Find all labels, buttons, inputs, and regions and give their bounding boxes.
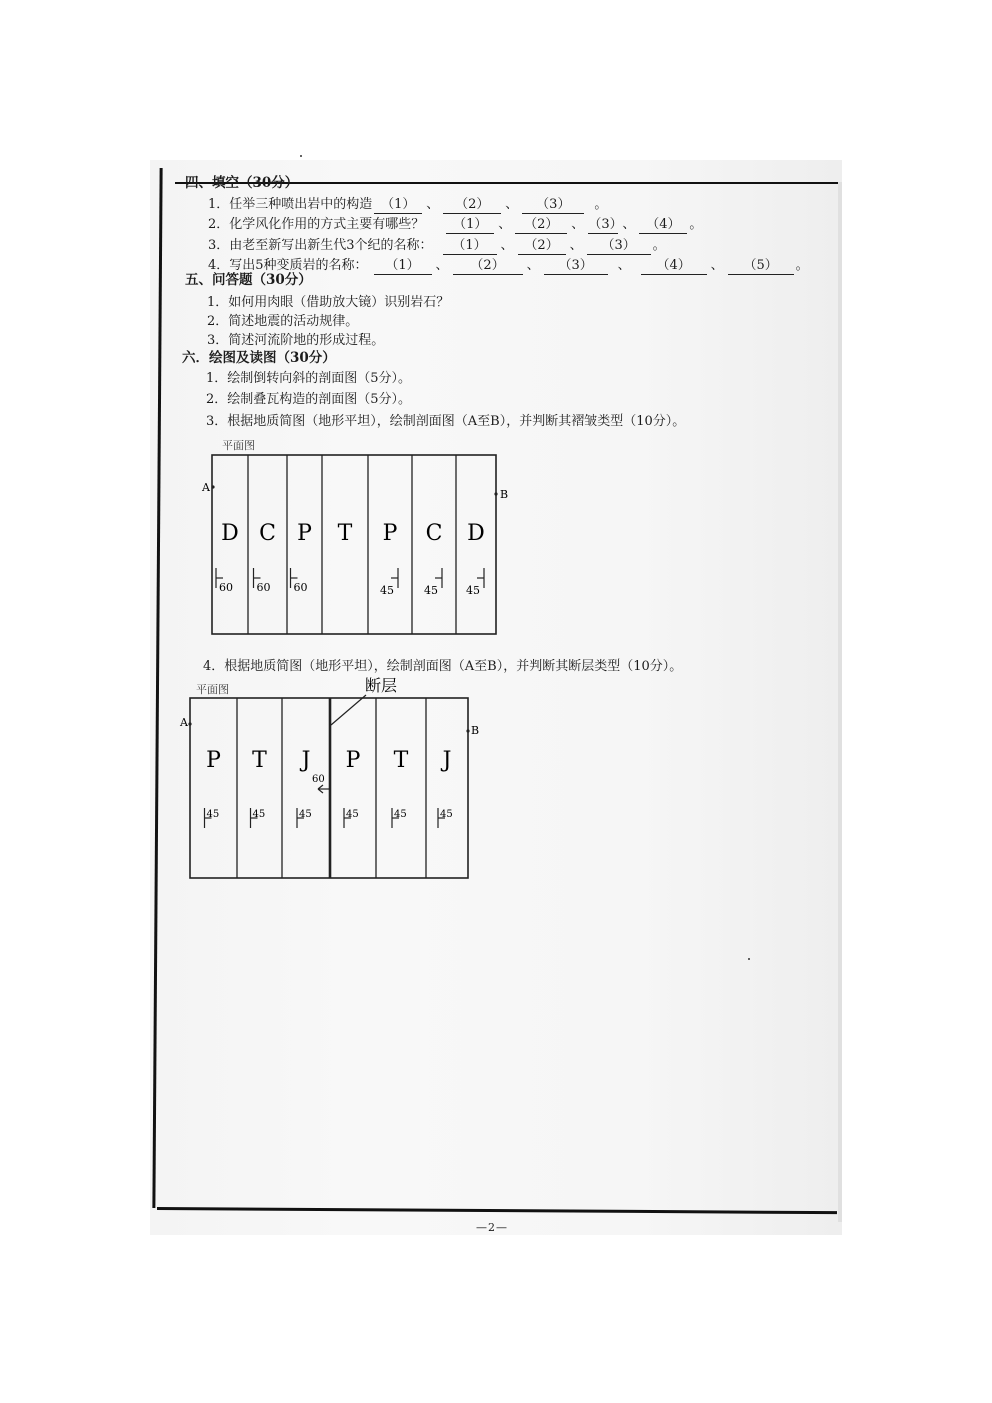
dip-angle: 45 bbox=[252, 809, 266, 820]
stratum-label: T bbox=[337, 521, 353, 546]
dip-angle: 45 bbox=[206, 809, 220, 820]
separator: 、 bbox=[526, 258, 540, 273]
answer-blank[interactable]: （4） bbox=[641, 258, 707, 275]
fault-label: 断层 bbox=[365, 676, 398, 695]
dip-angle: 60 bbox=[293, 581, 308, 594]
map-label: 平面图 bbox=[196, 683, 229, 696]
question-6-3: 3．根据地质简图（地形平坦），绘制剖面图（A至B），并判断其褶皱类型（10分）。 bbox=[206, 414, 686, 429]
question-text: 3．由老至新写出新生代3个纪的名称： bbox=[208, 238, 433, 253]
stratum-label: T bbox=[252, 748, 267, 773]
period: 。 bbox=[689, 217, 703, 232]
stratum-label: P bbox=[206, 748, 221, 773]
stratum-label: T bbox=[393, 748, 409, 773]
dip-angle: 45 bbox=[440, 809, 453, 820]
dip-angle: 60 bbox=[219, 581, 233, 594]
answer-blank[interactable]: （2） bbox=[443, 197, 501, 214]
stratum-label: C bbox=[425, 521, 443, 546]
period: 。 bbox=[795, 258, 809, 273]
separator: 、 bbox=[500, 238, 514, 253]
dip-angle: 45 bbox=[380, 584, 394, 597]
answer-blank[interactable]: （3） bbox=[587, 238, 651, 255]
answer-blank[interactable]: （2） bbox=[453, 258, 523, 275]
answer-blank[interactable]: （1） bbox=[374, 258, 432, 275]
period: 。 bbox=[594, 197, 608, 212]
question-text: 1．任举三种喷出岩中的构造 bbox=[208, 197, 373, 212]
question-5-2: 2．简述地震的活动规律。 bbox=[207, 314, 359, 329]
question-5-3: 3．简述河流阶地的形成过程。 bbox=[207, 333, 385, 348]
question-5-1: 1．如何用肉眼（借助放大镜）识别岩石？ bbox=[207, 295, 450, 310]
answer-blank[interactable]: （2） bbox=[518, 238, 566, 255]
answer-blank[interactable]: （3） bbox=[544, 258, 608, 275]
stratum-label: P bbox=[345, 748, 361, 773]
section-4-title: 四、填空（30分） bbox=[185, 175, 299, 191]
answer-blank[interactable]: （3） bbox=[588, 217, 623, 232]
point-a-label: A bbox=[180, 716, 188, 729]
section-5-title: 五、问答题（30分） bbox=[185, 272, 312, 288]
dip-angle: 45 bbox=[299, 809, 312, 820]
dip-angle: 45 bbox=[346, 809, 359, 820]
separator: 、 bbox=[426, 197, 440, 212]
stratum-label: C bbox=[259, 521, 276, 546]
separator: 、 bbox=[505, 197, 519, 212]
stratum-label: D bbox=[467, 521, 485, 546]
question-6-2: 2．绘制叠瓦构造的剖面图（5分）。 bbox=[206, 392, 412, 407]
page-number: —2— bbox=[476, 1221, 508, 1234]
answer-blank[interactable]: （4） bbox=[639, 217, 687, 234]
dip-angle: 60 bbox=[256, 581, 271, 594]
answer-blank[interactable]: （2） bbox=[515, 217, 567, 234]
question-6-4: 4．根据地质简图（地形平坦），绘制剖面图（A至B），并判断其断层类型（10分）。 bbox=[203, 659, 683, 674]
question-text: 4．写出5种变质岩的名称： bbox=[208, 258, 368, 273]
stratum-label: J bbox=[442, 748, 452, 773]
answer-blank[interactable]: （1） bbox=[443, 238, 497, 255]
separator: 、 bbox=[498, 217, 512, 232]
map-label: 平面图 bbox=[222, 439, 255, 452]
stratum-label: P bbox=[297, 521, 312, 546]
answer-blank[interactable]: （1） bbox=[374, 197, 422, 214]
question-text: 2．化学风化作用的方式主要有哪些？ bbox=[208, 217, 425, 232]
point-a-label: A bbox=[202, 481, 210, 494]
answer-blank[interactable]: （5） bbox=[728, 258, 794, 275]
stratum-label: J bbox=[301, 748, 311, 773]
dip-angle: 45 bbox=[424, 584, 438, 597]
answer-blank[interactable]: （1） bbox=[446, 217, 494, 234]
question-6-1: 1．绘制倒转向斜的剖面图（5分）。 bbox=[206, 371, 412, 386]
separator: 、 bbox=[617, 258, 631, 273]
point-b-label: B bbox=[500, 488, 509, 501]
period: 。 bbox=[652, 238, 666, 253]
separator: 、 bbox=[571, 217, 585, 232]
stratum-label: D bbox=[221, 521, 239, 546]
answer-blank[interactable]: （3） bbox=[522, 197, 584, 214]
stratum-label: P bbox=[382, 521, 398, 546]
fault-leader-line bbox=[331, 695, 366, 725]
point-b-marker bbox=[466, 729, 469, 732]
fault-dip-angle: 60 bbox=[312, 774, 325, 785]
point-b-label: B bbox=[471, 724, 480, 737]
point-a-marker bbox=[188, 722, 191, 725]
dip-angle: 45 bbox=[466, 584, 480, 597]
separator: 、 bbox=[569, 238, 583, 253]
section-6-title: 六．绘图及读图（30分） bbox=[182, 350, 336, 366]
separator: 、 bbox=[622, 217, 636, 232]
separator: 、 bbox=[710, 258, 724, 273]
dip-angle: 45 bbox=[394, 809, 407, 820]
separator: 、 bbox=[435, 258, 449, 273]
